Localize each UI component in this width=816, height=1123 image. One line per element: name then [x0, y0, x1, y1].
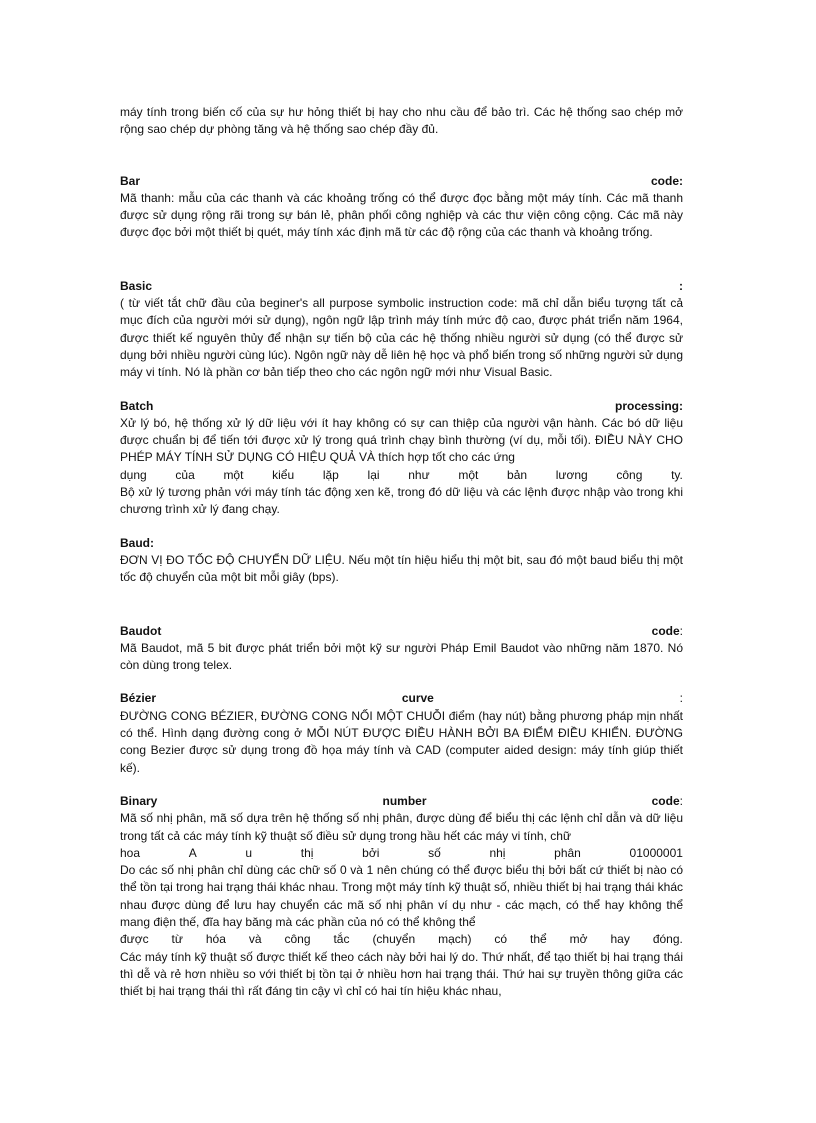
word: số: [428, 845, 441, 860]
word: mạch): [438, 932, 472, 947]
intro-paragraph: máy tính trong biến cố của sự hư hỏng thiết bị hay cho nhu cầu để bảo trì. Các hệ thống sao chép mở rộng sao chép dự phòng tăng và hệ thống sao chép đầy đủ.: [120, 105, 683, 137]
entry-basic: [120, 278, 683, 382]
entry-term-tail: processing:: [614, 398, 683, 413]
word: một: [458, 467, 479, 482]
word: công: [616, 467, 643, 482]
word: bản: [507, 467, 528, 482]
entry-heading: [120, 623, 683, 640]
word: thể: [530, 932, 547, 947]
word: được: [120, 932, 149, 947]
entry-term: Bézier: [120, 691, 157, 706]
word: của: [175, 467, 195, 482]
entry-heading: [120, 173, 683, 190]
entry-batch-processing: [120, 398, 683, 519]
word: đóng.: [652, 932, 683, 947]
entry-heading: [120, 398, 683, 415]
entry-heading: [120, 278, 683, 295]
entry-body-spread-line: [120, 467, 683, 484]
word: mở: [569, 932, 588, 947]
entry-body: Xử lý bó, hệ thống xử lý dữ liệu với ít hay không có sự can thiệp của người vận hành. Các bó dữ liệu được chuẩn bị để tiến tới được xử lý trong quá trình chạy bình thường (ví dụ, mỗi tối). ĐIỀU NÀY CHO PHÉP MÁY TÍNH SỬ DỤNG CÓ HIỆU QUẢ VÀ thích hợp tốt cho các ứng: [120, 415, 683, 465]
word: tắc: [333, 932, 350, 947]
word: có: [494, 932, 508, 947]
word: như: [408, 467, 430, 482]
word: hóa: [205, 932, 226, 947]
entry-term-colon: :: [679, 793, 683, 808]
word: (chuyển: [372, 932, 416, 947]
entry-term-middle: curve: [401, 691, 434, 706]
entry-body-spread-line: [120, 931, 683, 948]
entry-term-tail: :: [679, 691, 683, 706]
entry-term: Baud:: [120, 535, 154, 550]
entry-term-tail: code: [651, 623, 680, 638]
word: dụng: [120, 467, 147, 482]
word: hoa: [120, 845, 141, 860]
entry-bezier-curve: [120, 690, 683, 776]
entry-body-spread-line: [120, 845, 683, 862]
entry-heading: [120, 690, 683, 707]
entry-term-middle: number: [382, 793, 427, 808]
entry-binary-number-code: [120, 793, 683, 1001]
word: lặp: [322, 467, 339, 482]
entry-bar-code: [120, 173, 683, 242]
word: lương: [555, 467, 588, 482]
entry-body: Mã số nhị phân, mã số dựa trên hệ thống số nhị phân, được dùng để biểu thị các lệnh chỉ dẫn và dữ liệu trong tất cả các máy tính kỹ thuật số điều sử dụng trong hầu hết các máy vi tính, chữ: [120, 811, 683, 843]
entry-heading: [120, 793, 683, 810]
word: thị: [300, 845, 314, 860]
word: phân: [554, 845, 581, 860]
word: một: [223, 467, 244, 482]
word: ty.: [671, 467, 683, 482]
entry-term: Bar: [120, 173, 141, 188]
entry-body: Bộ xử lý tương phản với máy tính tác động xen kẽ, trong đó dữ liệu và các lệnh được nhập vào trong khi chương trình xử lý đang chạy.: [120, 485, 683, 517]
entry-baud: [120, 535, 683, 587]
entry-body: Mã thanh: mẫu của các thanh và các khoảng trống có thể được đọc bằng một máy tính. Các mã thanh được sử dụng rộng rãi trong sự bán lẻ, phân phối công nghiệp và các thư viện công cộng. Các mã này được đọc bởi một thiết bị quét, máy tính xác định mã từ các độ rộng của các thanh và khoảng trống.: [120, 190, 683, 240]
word: u: [245, 845, 253, 860]
word: công: [284, 932, 311, 947]
entry-baudot-code: [120, 623, 683, 675]
document-page: [120, 104, 683, 1000]
word: hay: [610, 932, 630, 947]
entry-body: ĐƯỜNG CONG BÉZIER, ĐƯỜNG CONG NỐI MỘT CHUỖI điểm (hay nút) bằng phương pháp mịn nhất có thể. Hình dạng đường cong ở MỖI NÚT ĐƯỢC ĐIỀU HÀNH BỞI BA ĐIỂM ĐIỀU KHIỂN. ĐƯỜNG cong Bezier được sử dụng trong đồ họa máy tính và CAD (computer aided design: máy tính giúp thiết kế).: [120, 708, 683, 775]
word: A: [188, 845, 197, 860]
entry-term-tail: code:: [650, 173, 683, 188]
word: bởi: [362, 845, 380, 860]
word: nhị: [489, 845, 506, 860]
word: lại: [367, 467, 380, 482]
entry-body: Do các số nhị phân chỉ dùng các chữ số 0 và 1 nên chúng có thể được biểu thị bởi bất cứ thiết bị nào có thể tồn tại trong hai trạng thái khác nhau. Trong một máy tính kỹ thuật số, nhiều thiết bị hai trạng thái khác nhau được dùng để lưu hay chuyển các mã số nhị phân ví dụ như - các mạch, có thể hay không thể mang điện thế, đĩa hay băng mà các phần của nó có thể không thể: [120, 863, 683, 929]
entry-term: Binary: [120, 793, 158, 808]
entry-term: Baudot: [120, 623, 162, 638]
word: và: [248, 932, 262, 947]
entry-term: Basic: [120, 278, 153, 293]
entry-body: Các máy tính kỹ thuật số được thiết kế theo cách này bởi hai lý do. Thứ nhất, để tạo thiết bị hai trạng thái thì dễ và rẻ hơn nhiều so với thiết bị tồn tại ở nhiều hơn hai trạng thái. Thứ hai sự truyền thông giữa các thiết bị hai trạng thái thì rất đáng tin cậy vì chỉ có hai tín hiệu khác nhau,: [120, 949, 683, 999]
word: từ: [171, 932, 183, 947]
word: 01000001: [629, 845, 683, 860]
entry-body: ( từ viết tắt chữ đầu của beginer's all purpose symbolic instruction code: mã chỉ dẫn biểu tượng tất cả mục đích của người mới sử dụng), ngôn ngữ lập trình máy tính mức độ cao, được phát triển năm 1964, được thiết kế nguyên thủy để nhận sự tiến bộ của các hệ thống nhiều người sử dụng (có thể được sử dụng bởi nhiều người cùng lúc). Ngôn ngữ này dễ liên hệ học và phổ biến trong số những người sử dụng máy vi tính. Nó là phần cơ bản tiếp theo cho các ngôn ngữ mới như Visual Basic.: [120, 296, 683, 380]
entry-body: Mã Baudot, mã 5 bit được phát triển bởi một kỹ sư người Pháp Emil Baudot vào những năm 1870. Nó còn dùng trong telex.: [120, 640, 683, 673]
entry-term-tail: :: [679, 278, 683, 293]
entry-term-tail: code: [651, 793, 680, 808]
word: kiểu: [272, 467, 295, 482]
entry-body: ĐƠN VỊ ĐO TỐC ĐỘ CHUYỂN DỮ LIỆU. Nếu một tín hiệu hiểu thị một bit, sau đó một baud biểu thị một tốc độ chuyển của một bit mỗi giây (bps).: [120, 552, 683, 585]
entry-term: Batch: [120, 398, 154, 413]
entry-heading: [120, 535, 683, 552]
entry-term-colon: :: [679, 623, 683, 638]
